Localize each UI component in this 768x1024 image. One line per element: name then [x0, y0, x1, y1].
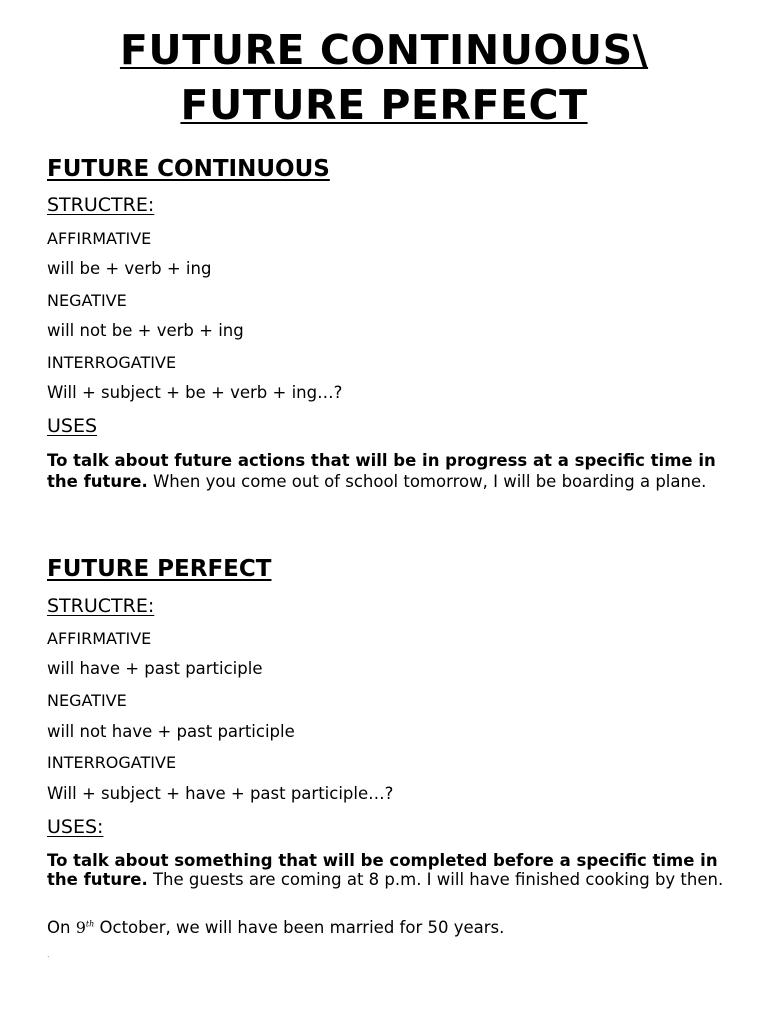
- fp-example-sentence: On 9th October, we will have been married for 50 years.: [47, 918, 505, 937]
- fc-negative-form: will not be + verb + ing: [47, 321, 244, 340]
- fp-affirmative-label: AFFIRMATIVE: [47, 629, 152, 648]
- fc-affirmative-form: will be + verb + ing: [47, 259, 212, 278]
- fp-negative-label: NEGATIVE: [47, 691, 127, 710]
- ordinal-date: 9th: [75, 918, 95, 937]
- fp-affirmative-form: will have + past participle: [47, 659, 263, 678]
- fp-structure-label: STRUCTRE:: [47, 595, 155, 617]
- document-title-line-2: FUTURE PERFECT: [180, 81, 588, 129]
- fc-use-definition: To talk about future actions that will be in progress at a specific time in the future.: [47, 451, 716, 491]
- fc-interrogative-form: Will + subject + be + verb + ing…?: [47, 383, 343, 402]
- fp-use-definition: To talk about something that will be completed before a specific time in the future.: [47, 851, 718, 889]
- fc-uses-label: USES: [47, 415, 98, 437]
- fc-structure-label: STRUCTRE:: [47, 194, 155, 216]
- fp-interrogative-label: INTERROGATIVE: [47, 753, 177, 772]
- fp-uses-paragraph: [47, 851, 727, 889]
- future-continuous-heading: FUTURE CONTINUOUS: [47, 156, 330, 182]
- fc-negative-label: NEGATIVE: [47, 291, 127, 310]
- fc-affirmative-label: AFFIRMATIVE: [47, 229, 152, 248]
- fp-interrogative-form: Will + subject + have + past participle…?: [47, 784, 394, 803]
- fp-use-example: The guests are coming at 8 p.m. I will have finished cooking by then.: [147, 870, 724, 889]
- trailing-mark: .: [47, 950, 50, 959]
- fc-uses-paragraph: [47, 450, 727, 492]
- document-title-line-1: FUTURE CONTINUOUS\: [119, 26, 649, 74]
- fc-interrogative-label: INTERROGATIVE: [47, 353, 177, 372]
- fp-uses-label: USES:: [47, 816, 104, 838]
- fp-negative-form: will not have + past participle: [47, 722, 295, 741]
- fc-use-example: When you come out of school tomorrow, I will be boarding a plane.: [147, 472, 707, 491]
- future-perfect-heading: FUTURE PERFECT: [47, 556, 272, 582]
